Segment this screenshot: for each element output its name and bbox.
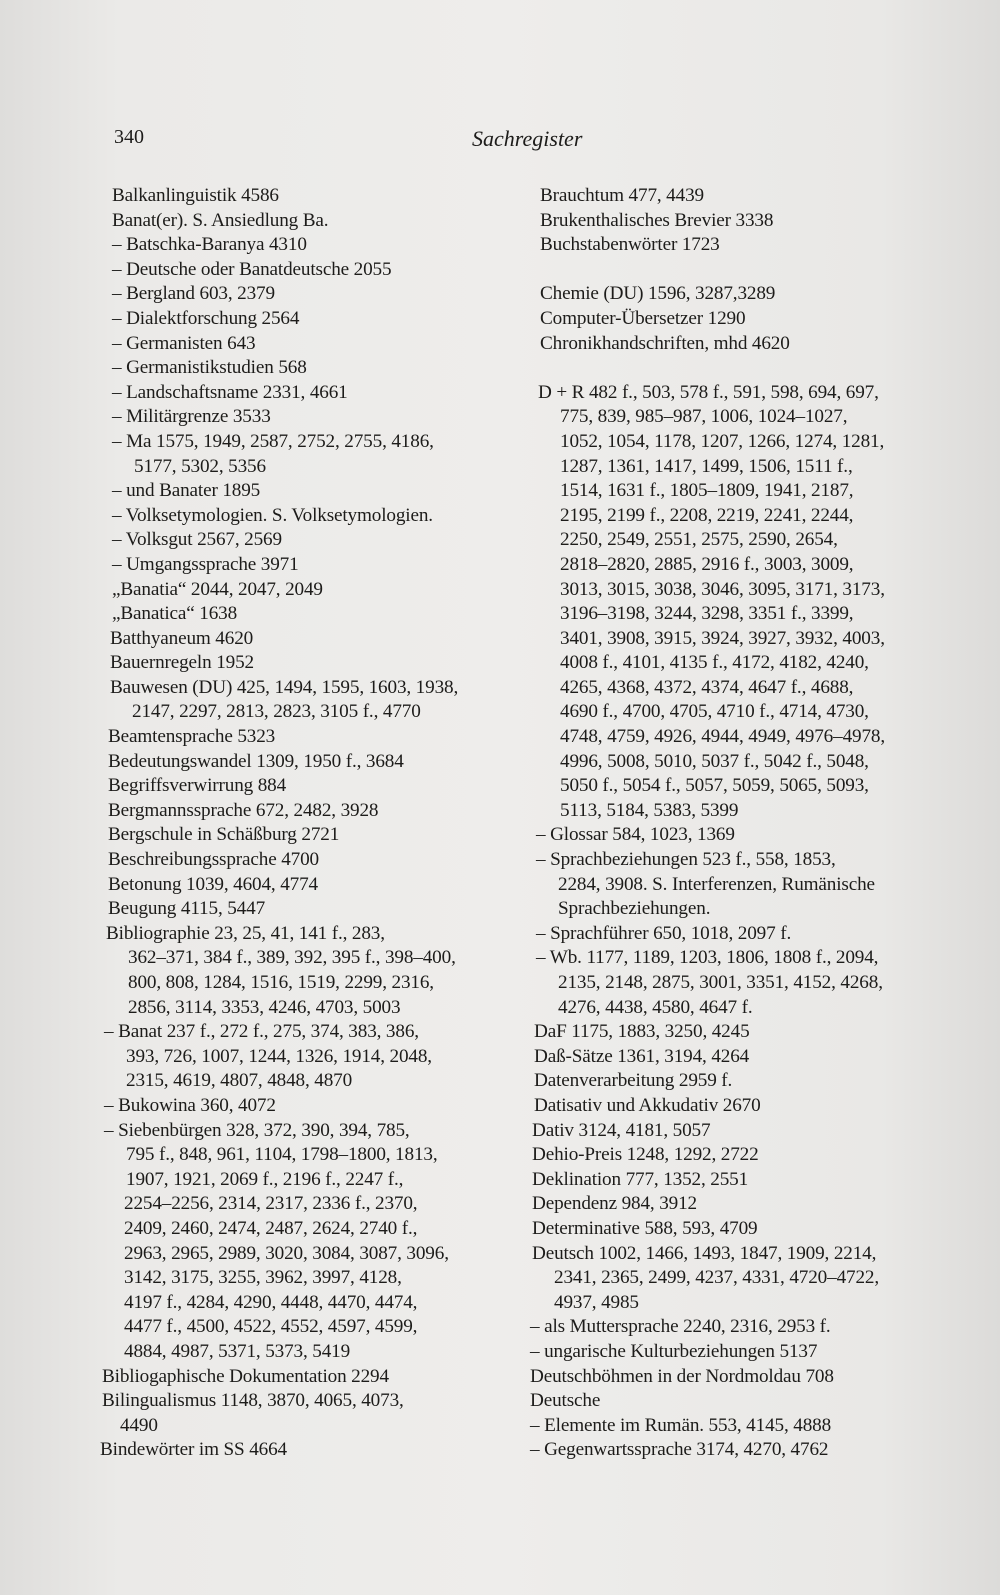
index-line: Beschreibungssprache 4700 — [108, 849, 319, 871]
index-line: „Banatia“ 2044, 2047, 2049 — [112, 578, 323, 600]
index-line: 2254–2256, 2314, 2317, 2336 f., 2370, — [124, 1193, 418, 1215]
index-line: 4477 f., 4500, 4522, 4552, 4597, 4599, — [124, 1316, 418, 1338]
index-line: 4884, 4987, 5371, 5373, 5419 — [124, 1340, 351, 1362]
index-line: Bergschule in Schäßburg 2721 — [108, 824, 340, 846]
index-line: 4276, 4438, 4580, 4647 f. — [558, 996, 753, 1018]
index-line: D + R 482 f., 503, 578 f., 591, 598, 694, 697, — [538, 381, 879, 403]
index-line: Dativ 3124, 4181, 5057 — [532, 1119, 711, 1141]
index-line: 3196–3198, 3244, 3298, 3351 f., 3399, — [560, 603, 854, 625]
index-line: Determinative 588, 593, 4709 — [532, 1217, 758, 1239]
index-line: 1052, 1054, 1178, 1207, 1266, 1274, 1281, — [560, 430, 885, 452]
index-line: Beamtensprache 5323 — [108, 726, 276, 748]
index-gap — [520, 258, 940, 283]
index-line: Bilingualismus 1148, 3870, 4065, 4073, — [102, 1390, 404, 1412]
index-line: 2341, 2365, 2499, 4237, 4331, 4720–4722, — [554, 1267, 879, 1289]
index-line: Deutschböhmen in der Nordmoldau 708 — [530, 1365, 834, 1387]
index-line: – Elemente im Rumän. 553, 4145, 4888 — [530, 1414, 832, 1436]
index-line: Chemie (DU) 1596, 3287,3289 — [540, 283, 776, 305]
index-line: Dehio-Preis 1248, 1292, 2722 — [532, 1144, 759, 1166]
index-line: 2135, 2148, 2875, 3001, 3351, 4152, 4268, — [558, 972, 883, 993]
index-line: 3401, 3908, 3915, 3924, 3927, 3932, 4003, — [560, 627, 885, 649]
index-line: 4996, 5008, 5010, 5037 f., 5042 f., 5048, — [560, 750, 869, 772]
index-line: – Bukowina 360, 4072 — [104, 1094, 276, 1116]
index-line: Bibliographie 23, 25, 41, 141 f., 283, — [106, 922, 385, 944]
index-line: 800, 808, 1284, 1516, 1519, 2299, 2316, — [128, 972, 434, 993]
index-line: 2250, 2549, 2551, 2575, 2590, 2654, — [560, 529, 838, 551]
index-line: Buchstabenwörter 1723 — [540, 234, 720, 256]
index-line: 5113, 5184, 5383, 5399 — [560, 799, 739, 821]
index-line: 1514, 1631 f., 1805–1809, 1941, 2187, — [560, 480, 854, 502]
index-line: Batthyaneum 4620 — [110, 627, 254, 649]
index-line: Betonung 1039, 4604, 4774 — [108, 873, 318, 895]
index-line: 2409, 2460, 2474, 2487, 2624, 2740 f., — [124, 1217, 418, 1239]
index-line: Beugung 4115, 5447 — [108, 898, 266, 920]
index-line: – ungarische Kulturbeziehungen 5137 — [530, 1340, 818, 1362]
index-line: 4197 f., 4284, 4290, 4448, 4470, 4474, — [124, 1291, 418, 1313]
index-line: – Batschka-Baranya 4310 — [112, 234, 307, 256]
index-line: – Volksgut 2567, 2569 — [112, 529, 282, 551]
index-line: 2195, 2199 f., 2208, 2219, 2241, 2244, — [560, 504, 854, 526]
index-line: Datisativ und Akkudativ 2670 — [534, 1094, 761, 1116]
index-line: 775, 839, 985–987, 1006, 1024–1027, — [560, 406, 848, 428]
index-gap — [520, 356, 940, 381]
index-line: – Umgangssprache 3971 — [112, 553, 299, 575]
index-line: – Wb. 1177, 1189, 1203, 1806, 1808 f., 2094, — [536, 947, 879, 969]
index-line: – Volksetymologien. S. Volksetymologien. — [112, 504, 433, 526]
index-line: 4748, 4759, 4926, 4944, 4949, 4976–4978, — [560, 726, 885, 748]
index-column-left — [100, 184, 520, 1463]
index-line: 5050 f., 5054 f., 5057, 5059, 5065, 5093, — [560, 775, 869, 797]
index-line: 1287, 1361, 1417, 1499, 1506, 1511 f., — [560, 455, 853, 477]
index-line: Bauernregeln 1952 — [110, 652, 254, 674]
index-line: Brauchtum 477, 4439 — [540, 185, 704, 206]
index-line: – Ma 1575, 1949, 2587, 2752, 2755, 4186, — [112, 430, 434, 452]
index-line: – Germanisten 643 — [112, 332, 256, 354]
index-line: – Dialektforschung 2564 — [112, 307, 300, 329]
index-line: 4008 f., 4101, 4135 f., 4172, 4182, 4240, — [560, 652, 869, 674]
index-line: 2818–2820, 2885, 2916 f., 3003, 3009, — [560, 553, 854, 575]
index-line: Datenverarbeitung 2959 f. — [534, 1070, 733, 1092]
index-line: 2147, 2297, 2813, 2823, 3105 f., 4770 — [132, 701, 421, 723]
index-line: 1907, 1921, 2069 f., 2196 f., 2247 f., — [126, 1168, 404, 1190]
index-line: – Deutsche oder Banatdeutsche 2055 — [112, 258, 392, 280]
index-line: – Bergland 603, 2379 — [112, 283, 275, 305]
index-line: Bauwesen (DU) 425, 1494, 1595, 1603, 1938, — [110, 676, 459, 698]
index-line: 795 f., 848, 961, 1104, 1798–1800, 1813, — [126, 1144, 438, 1166]
index-line: – als Muttersprache 2240, 2316, 2953 f. — [530, 1316, 831, 1338]
index-line: Banat(er). S. Ansiedlung Ba. — [112, 209, 329, 231]
page-number: 340 — [114, 126, 144, 148]
index-line: Sprachbeziehungen. — [558, 898, 711, 920]
index-line: Begriffsverwirrung 884 — [108, 775, 287, 797]
index-line: Bibliogaphische Dokumentation 2294 — [102, 1365, 389, 1387]
index-line: 4265, 4368, 4372, 4374, 4647 f., 4688, — [560, 676, 854, 698]
index-line: 393, 726, 1007, 1244, 1326, 1914, 2048, — [126, 1045, 432, 1067]
index-line: Chronikhandschriften, mhd 4620 — [540, 332, 790, 354]
index-line: – Sprachbeziehungen 523 f., 558, 1853, — [536, 849, 836, 871]
index-line: Brukenthalisches Brevier 3338 — [540, 209, 774, 231]
index-line: 362–371, 384 f., 389, 392, 395 f., 398–400, — [128, 947, 456, 969]
index-line: 4690 f., 4700, 4705, 4710 f., 4714, 4730, — [560, 701, 869, 723]
index-line: Deutsch 1002, 1466, 1493, 1847, 1909, 2214, — [532, 1242, 877, 1264]
index-line: – Landschaftsname 2331, 4661 — [112, 381, 348, 403]
index-line: DaF 1175, 1883, 3250, 4245 — [534, 1021, 750, 1043]
index-line: Bergmannssprache 672, 2482, 3928 — [108, 799, 379, 821]
index-line: 2315, 4619, 4807, 4848, 4870 — [126, 1070, 353, 1092]
index-line: – Sprachführer 650, 1018, 2097 f. — [536, 922, 792, 944]
index-line: Daß-Sätze 1361, 3194, 4264 — [534, 1045, 750, 1067]
index-line: Bedeutungswandel 1309, 1950 f., 3684 — [108, 750, 404, 772]
index-line: 2963, 2965, 2989, 3020, 3084, 3087, 3096, — [124, 1242, 449, 1264]
index-line: 5177, 5302, 5356 — [134, 455, 266, 477]
index-line: 4490 — [120, 1414, 158, 1436]
index-line: 4937, 4985 — [554, 1291, 639, 1313]
index-column-right — [520, 184, 940, 1463]
index-line: – und Banater 1895 — [112, 480, 261, 502]
running-head — [0, 126, 1000, 156]
index-line: – Militärgrenze 3533 — [112, 406, 271, 428]
index-line: „Banatica“ 1638 — [112, 603, 238, 625]
index-line: 3142, 3175, 3255, 3962, 3997, 4128, — [124, 1267, 402, 1289]
index-line: Deklination 777, 1352, 2551 — [532, 1168, 749, 1190]
index-line: 2284, 3908. S. Interferenzen, Rumänische — [558, 873, 875, 895]
index-line: Dependenz 984, 3912 — [532, 1193, 697, 1215]
index-line: – Banat 237 f., 272 f., 275, 374, 383, 386, — [104, 1021, 419, 1043]
index-line: – Germanistikstudien 568 — [112, 357, 307, 379]
index-line: – Gegenwartssprache 3174, 4270, 4762 — [530, 1439, 829, 1461]
index-line: – Glossar 584, 1023, 1369 — [536, 824, 735, 846]
index-line: Computer-Übersetzer 1290 — [540, 307, 746, 329]
index-line: Deutsche — [530, 1390, 601, 1412]
index-line: 2856, 3114, 3353, 4246, 4703, 5003 — [128, 996, 401, 1018]
section-title: Sachregister — [472, 126, 583, 151]
index-line: Bindewörter im SS 4664 — [100, 1439, 287, 1461]
index-line: – Siebenbürgen 328, 372, 390, 394, 785, — [104, 1119, 410, 1141]
index-line: 3013, 3015, 3038, 3046, 3095, 3171, 3173, — [560, 578, 885, 600]
index-line: Balkanlinguistik 4586 — [112, 185, 279, 206]
